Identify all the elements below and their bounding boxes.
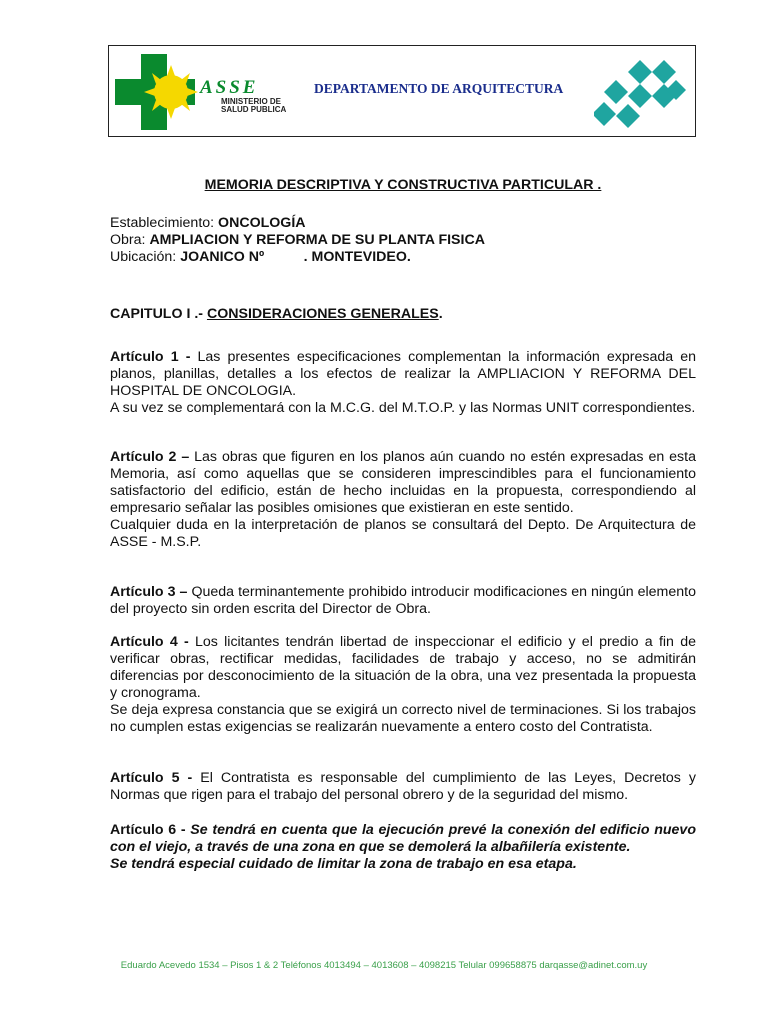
work-value: AMPLIACION Y REFORMA DE SU PLANTA FISICA <box>149 232 485 248</box>
location-value: JOANICO Nº . MONTEVIDEO. <box>180 249 411 265</box>
architecture-cross-logo-icon <box>594 58 686 130</box>
document-title: MEMORIA DESCRIPTIVA Y CONSTRUCTIVA PARTICULAR . <box>204 177 602 193</box>
letterhead <box>108 45 696 137</box>
asse-cross-sun-icon <box>113 52 199 132</box>
article-6: Artículo 6 - Se tendrá en cuenta que la ejecución prevé la conexión del edificio nuevo con el viejo, a través de una zona en que se demolerá la albañilería existente. Se tendrá especial cuidado de limitar la zona de trabajo en esa etapa. <box>110 822 696 872</box>
article-2: Artículo 2 – Las obras que figuren en los planos aún cuando no estén expresadas en esta Memoria, así como aquellas que se consideren imprescindibles para el funcionamiento satisfactorio del edificio, están de hecho incluidas en la propuesta, correspondiendo al empresario señalar las posibles omisiones que existieran en este sentido. Cualquier duda en la interpretación de planos se consultará del Depto. De Arquitectura de ASSE - M.S.P. <box>110 449 696 550</box>
article-1: Artículo 1 - Las presentes especificaciones complementan la información expresada en planos, planillas, detalles a los efectos de realizar la AMPLIACION Y REFORMA DEL HOSPITAL DE ONCOLOGIA. A su vez se complementará con la M.C.G. del M.T.O.P. y las Normas UNIT correspondientes. <box>110 349 696 416</box>
establishment-value: ONCOLOGÍA <box>218 215 306 231</box>
project-info: Establecimiento: ONCOLOGÍA Obra: AMPLIACION Y REFORMA DE SU PLANTA FISICA Ubicación: JOANICO Nº . MONTEVIDEO. <box>110 215 485 265</box>
article-4: Artículo 4 - Los licitantes tendrán libertad de inspeccionar el edificio y el predio a fin de verificar obras, rectificar medidas, facilidades de trabajo y acceso, no se admitirán diferencias por desconocimiento de la situación de la obra, una vez presentada la propuesta y cronograma. Se deja expresa constancia que se exigirá un correcto nivel de terminaciones. Si los trabajos no cumplen estas exigencias se realizarán nuevamente a entero costo del Contratista. <box>110 634 696 735</box>
article-3: Artículo 3 – Queda terminantemente prohibido introducir modificaciones en ningún elemento del proyecto sin orden escrita del Director de Obra. <box>110 584 696 617</box>
footer-contact: Eduardo Acevedo 1534 – Pisos 1 & 2 Teléfonos 4013494 – 4013608 – 4098215 Telular 099658875 darqasse@adinet.com.uy <box>120 960 648 971</box>
ministry-label: MINISTERIO DE SALUD PUBLICA <box>221 97 287 114</box>
chapter-heading: CAPITULO I .- CONSIDERACIONES GENERALES. <box>110 306 443 322</box>
asse-logo-text: ASSE <box>200 77 259 98</box>
article-5: Artículo 5 - El Contratista es responsable del cumplimiento de las Leyes, Decretos y Normas que rigen para el trabajo del personal obrero y de la seguridad del mismo. <box>110 770 696 803</box>
department-title: DEPARTAMENTO DE ARQUITECTURA <box>314 81 564 96</box>
